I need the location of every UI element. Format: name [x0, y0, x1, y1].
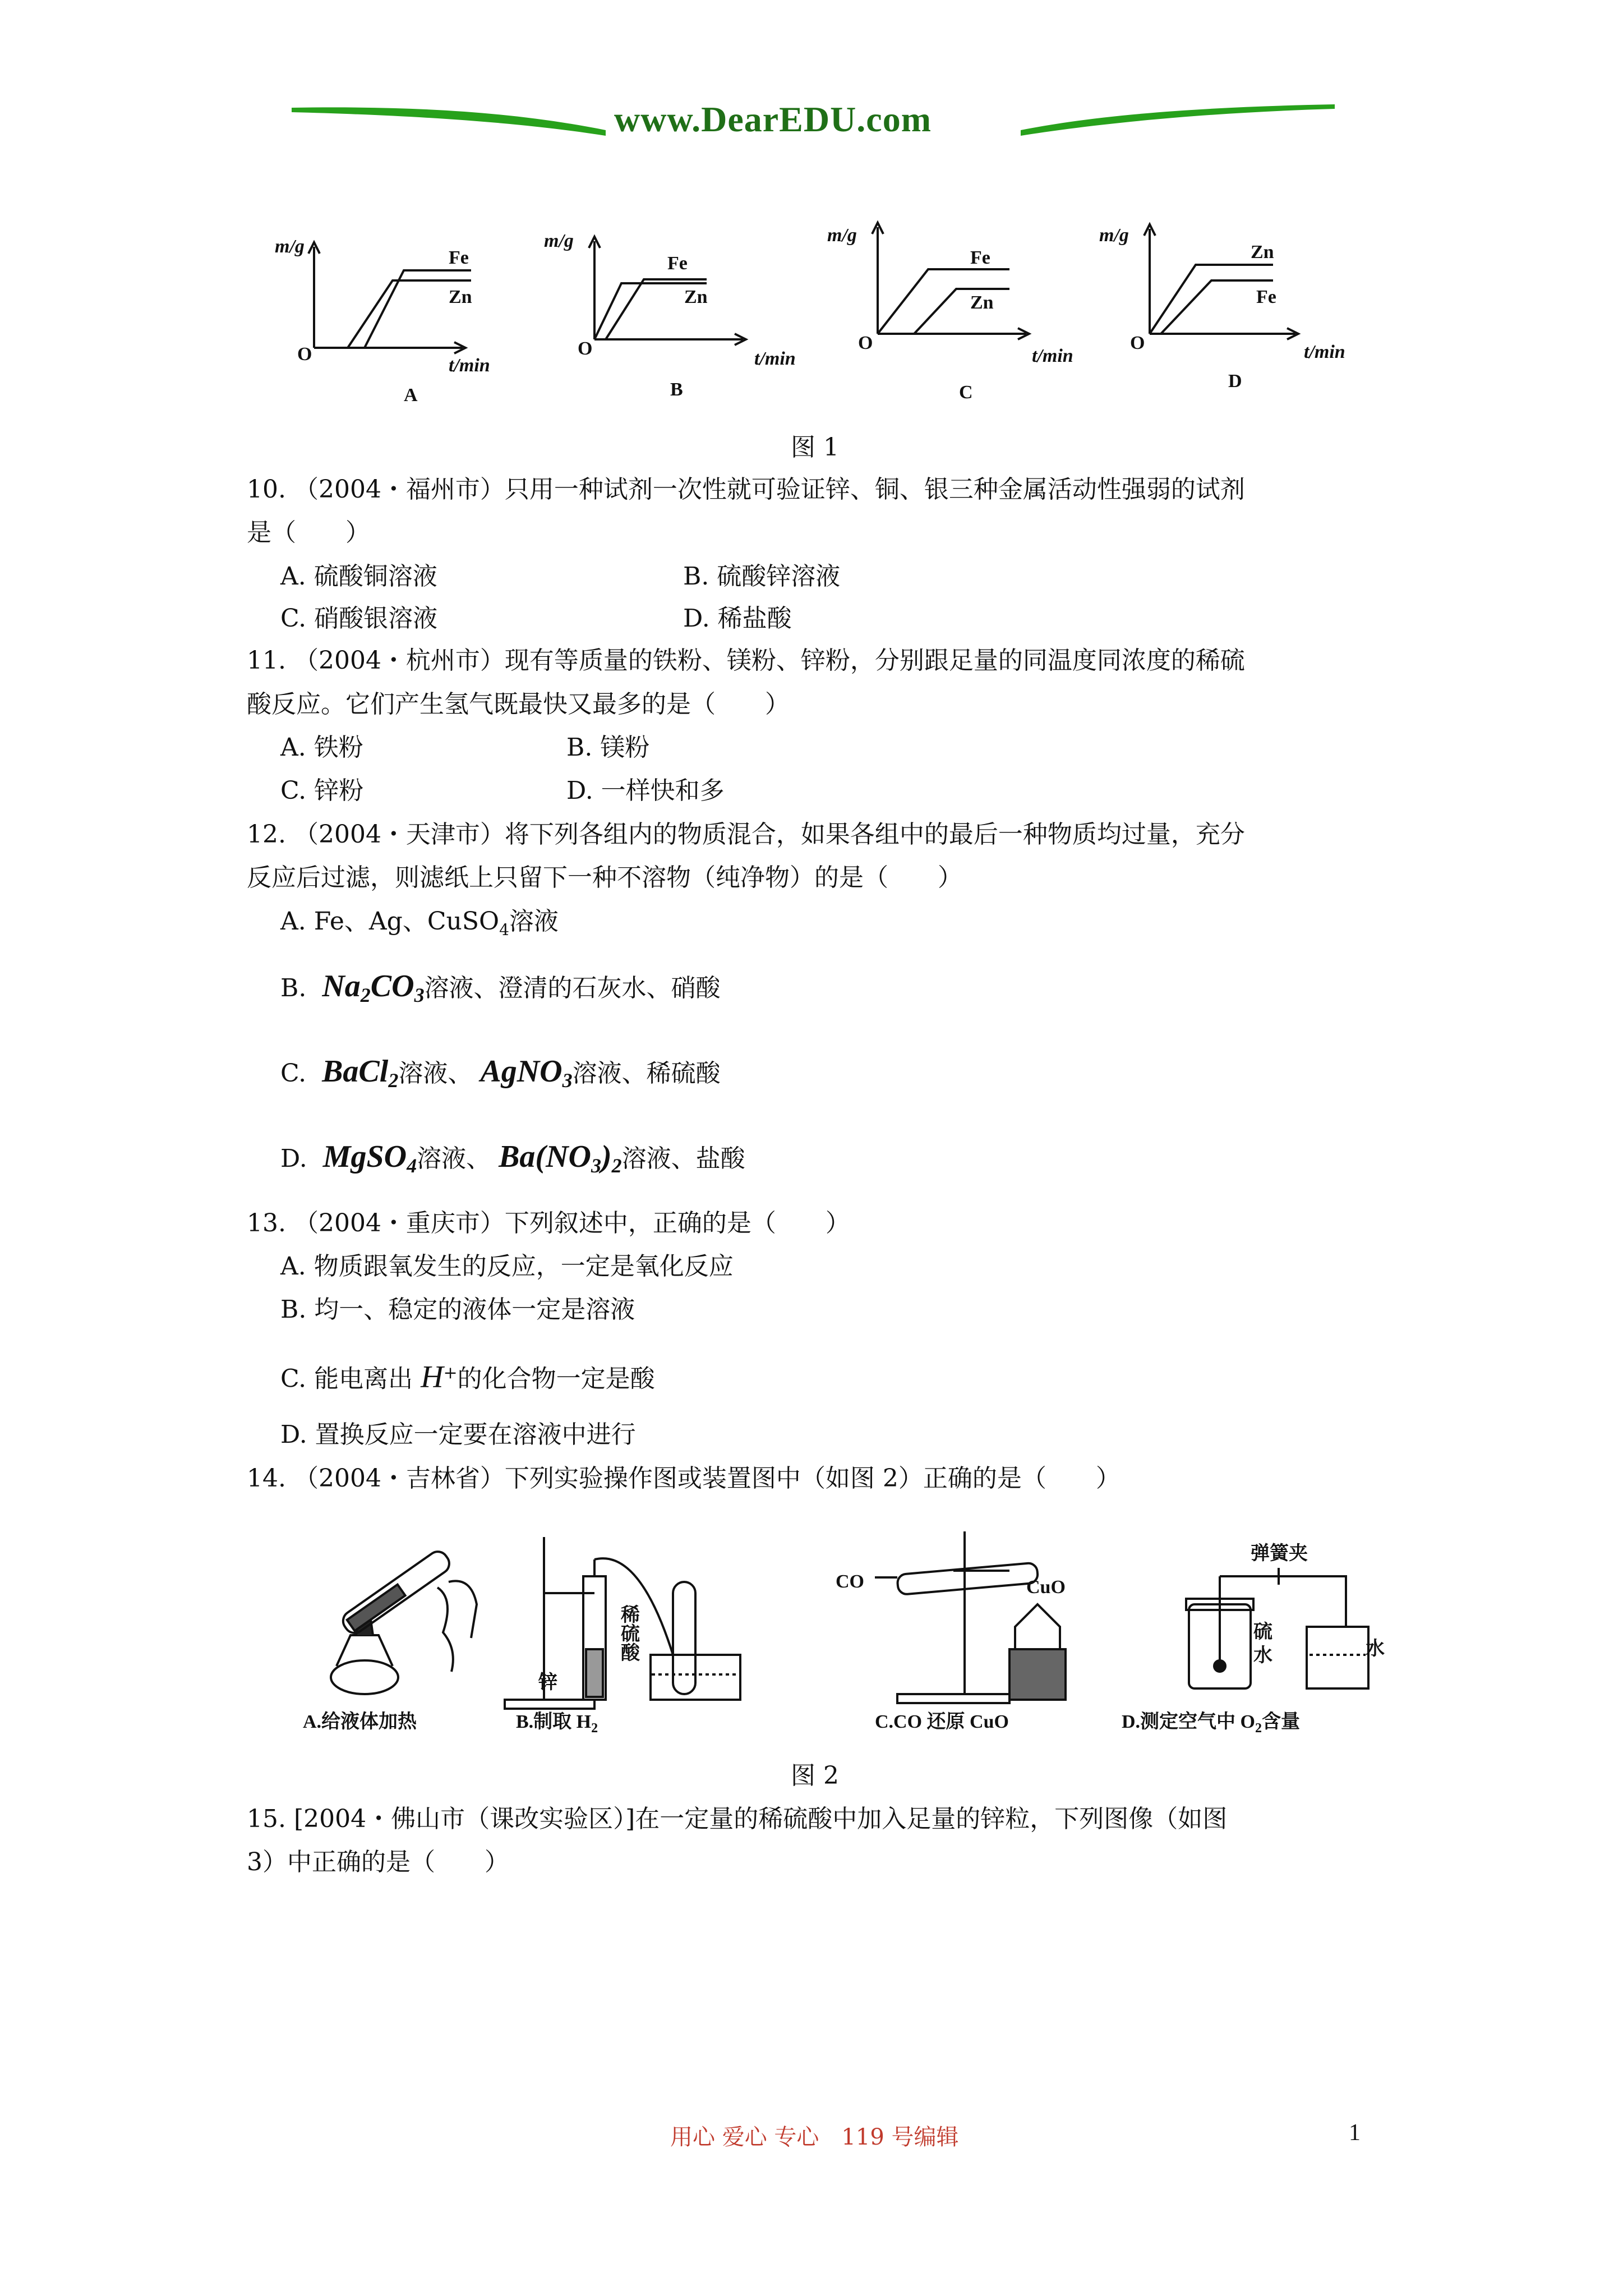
q12-line1: 12. （2004・天津市）将下列各组内的物质混合，如果各组中的最后一种物质均过量，充分 — [247, 820, 1245, 849]
q13-option-a: A. 物质跟氧发生的反应，一定是氧化反应 — [280, 1252, 734, 1281]
q13-c-sup: + — [443, 1363, 458, 1383]
q12-b-sub1: 2 — [360, 983, 371, 1006]
fig2-c-caption: C.CO 还原 CuO — [875, 1711, 1009, 1732]
chart-a-ylabel: m/g — [275, 236, 305, 257]
q12-b-label: B. — [280, 974, 307, 1002]
q10-option-a: A. 硫酸铜溶液 — [280, 562, 437, 591]
q12-d-sub1: 4 — [407, 1154, 417, 1177]
q12-b-formula: Na — [322, 969, 361, 1004]
q12-a-prefix: A. Fe、Ag、CuSO — [280, 907, 500, 936]
q12-d-formula2: Ba(NO — [499, 1139, 591, 1174]
q10-line1: 10. （2004・福州市）只用一种试剂一次性就可验证锌、铜、银三种金属活动性强弱的试剂 — [247, 475, 1245, 504]
chart-c-ylabel: m/g — [827, 225, 857, 246]
q12-b-formula2: CO — [370, 969, 414, 1004]
q10-option-d: D. 稀盐酸 — [683, 604, 792, 633]
fig2-d-water2: 水 — [1366, 1639, 1385, 1659]
footer-text: 用心 爱心 专心 119 号编辑 — [670, 2124, 959, 2150]
q12-d-text1: 溶液、 — [417, 1144, 491, 1173]
q12-d-sub2: 3 — [591, 1154, 601, 1177]
chart-d-series-2: Fe — [1256, 287, 1276, 307]
fig2-d-water1: 水 — [1253, 1645, 1272, 1666]
q12-line2: 反应后过滤，则滤纸上只留下一种不溶物（纯净物）的是（ ） — [247, 863, 962, 892]
chart-d-ylabel: m/g — [1099, 225, 1129, 246]
q13-line1: 13. （2004・重庆市）下列叙述中，正确的是（ ） — [247, 1209, 850, 1237]
chart-d-series-1: Zn — [1251, 242, 1274, 263]
q12-c-formula1: BaCl — [322, 1054, 389, 1089]
q11-option-c: C. 锌粉 — [280, 776, 364, 805]
fig2-b-caption — [516, 1711, 598, 1736]
chart-a-series-1: Fe — [449, 247, 469, 268]
figure1-caption: 图 1 — [791, 433, 839, 462]
chart-c-xlabel: t/min — [1032, 346, 1073, 366]
chart-c-origin: O — [858, 333, 873, 353]
fig2-a-caption: A.给液体加热 — [303, 1711, 417, 1732]
q12-c-text1: 溶液、 — [398, 1059, 473, 1088]
fig2-b-acid: 稀硫酸 — [617, 1604, 639, 1662]
chart-d-label: D — [1228, 371, 1242, 392]
q12-b-sub2: 3 — [414, 983, 425, 1006]
q12-option-d — [280, 1135, 745, 1187]
chart-b-series-1: Fe — [667, 253, 688, 274]
q12-option-a — [280, 900, 559, 951]
q12-c-sub1: 2 — [388, 1069, 399, 1092]
chart-a-label: A — [404, 385, 418, 406]
q13-option-b: B. 均一、稳定的液体一定是溶液 — [280, 1295, 635, 1324]
q12-c-formula2: AgNO — [480, 1054, 562, 1089]
fig2-d-clip: 弹簧夹 — [1251, 1543, 1308, 1564]
page-number: 1 — [1349, 2120, 1361, 2146]
header-url[interactable]: www.DearEDU.com — [614, 99, 932, 139]
chart-a-series-2: Zn — [449, 287, 472, 307]
q11-option-d: D. 一样快和多 — [566, 776, 725, 805]
q12-c-label: C. — [280, 1059, 307, 1088]
figure2-apparatus — [303, 1515, 1385, 1736]
q12-d-label: D. — [280, 1144, 307, 1173]
fig2-c-cuo: CuO — [1026, 1577, 1066, 1598]
q13-c-formula: H — [421, 1359, 444, 1395]
q13-c-pre: C. 能电离出 — [280, 1364, 413, 1393]
chart-a-xlabel: t/min — [449, 355, 490, 376]
q13-c-post: 的化合物一定是酸 — [457, 1364, 655, 1393]
q12-d-text2: 溶液、盐酸 — [621, 1144, 745, 1173]
q12-d-formula1: MgSO — [322, 1139, 407, 1174]
q10-option-b: B. 硫酸锌溶液 — [683, 562, 841, 591]
fig2-d-caption — [1122, 1710, 1300, 1736]
q15-line1: 15. [2004・佛山市（课改实验区）]在一定量的稀硫酸中加入足量的锌粒，下列图像（如图 — [247, 1805, 1228, 1833]
q12-option-b — [280, 965, 721, 1016]
q12-b-text: 溶液、澄清的石灰水、硝酸 — [424, 974, 721, 1002]
q12-a-sub: 4 — [499, 920, 509, 939]
chart-b-label: B — [670, 379, 683, 400]
q13-option-c — [280, 1352, 655, 1401]
chart-d-xlabel: t/min — [1304, 342, 1345, 362]
figure2-caption: 图 2 — [791, 1761, 839, 1790]
chart-c-label: C — [959, 382, 973, 403]
q12-d-sub3: 2 — [611, 1154, 622, 1177]
chart-d-origin: O — [1130, 333, 1145, 353]
fig2-c-co: CO — [836, 1571, 864, 1592]
q12-d-formula3: ) — [601, 1139, 612, 1174]
q10-option-c: C. 硝酸银溶液 — [280, 604, 438, 633]
q12-a-suffix: 溶液 — [509, 907, 559, 936]
chart-b-xlabel: t/min — [754, 348, 796, 369]
chart-a-origin: O — [297, 344, 312, 365]
q11-line1: 11. （2004・杭州市）现有等质量的铁粉、镁粉、锌粉，分别跟足量的同温度同浓度的稀硫 — [247, 646, 1245, 675]
q15-line2: 3）中正确的是（ ） — [247, 1848, 509, 1876]
chart-b-ylabel: m/g — [544, 231, 574, 251]
q12-c-text2: 溶液、稀硫酸 — [572, 1059, 721, 1088]
q11-option-b: B. 镁粉 — [566, 733, 650, 762]
fig2-d-sulfur: 硫 — [1253, 1622, 1272, 1642]
chart-b-series-2: Zn — [684, 287, 708, 307]
fig2-d-caption-end: 含量 — [1262, 1711, 1300, 1732]
q13-option-d: D. 置换反应一定要在溶液中进行 — [280, 1420, 636, 1449]
q14-line1: 14. （2004・吉林省）下列实验操作图或装置图中（如图 2）正确的是（ ） — [247, 1464, 1121, 1493]
q12-option-c — [280, 1050, 721, 1102]
q12-c-sub2: 3 — [562, 1069, 573, 1092]
fig2-d-caption-main: D.测定空气中 O — [1122, 1711, 1255, 1732]
figure2-svg — [303, 1515, 1385, 1736]
q11-line2: 酸反应。它们产生氢气既最快又最多的是（ ） — [247, 690, 790, 719]
figure1-charts — [269, 213, 1391, 415]
fig2-b-zinc: 锌 — [538, 1672, 557, 1693]
fig2-b-caption-sub: 2 — [591, 1721, 598, 1736]
q10-line2: 是（ ） — [247, 518, 370, 547]
fig2-b-caption-main: B.制取 H — [516, 1711, 592, 1732]
q11-option-a: A. 铁粉 — [280, 733, 363, 762]
chart-b-origin: O — [578, 338, 593, 359]
chart-c-series-1: Fe — [970, 247, 990, 268]
chart-c-series-2: Zn — [970, 292, 994, 313]
figure1-svg — [269, 213, 1391, 415]
fig2-d-caption-sub: 2 — [1255, 1721, 1262, 1736]
